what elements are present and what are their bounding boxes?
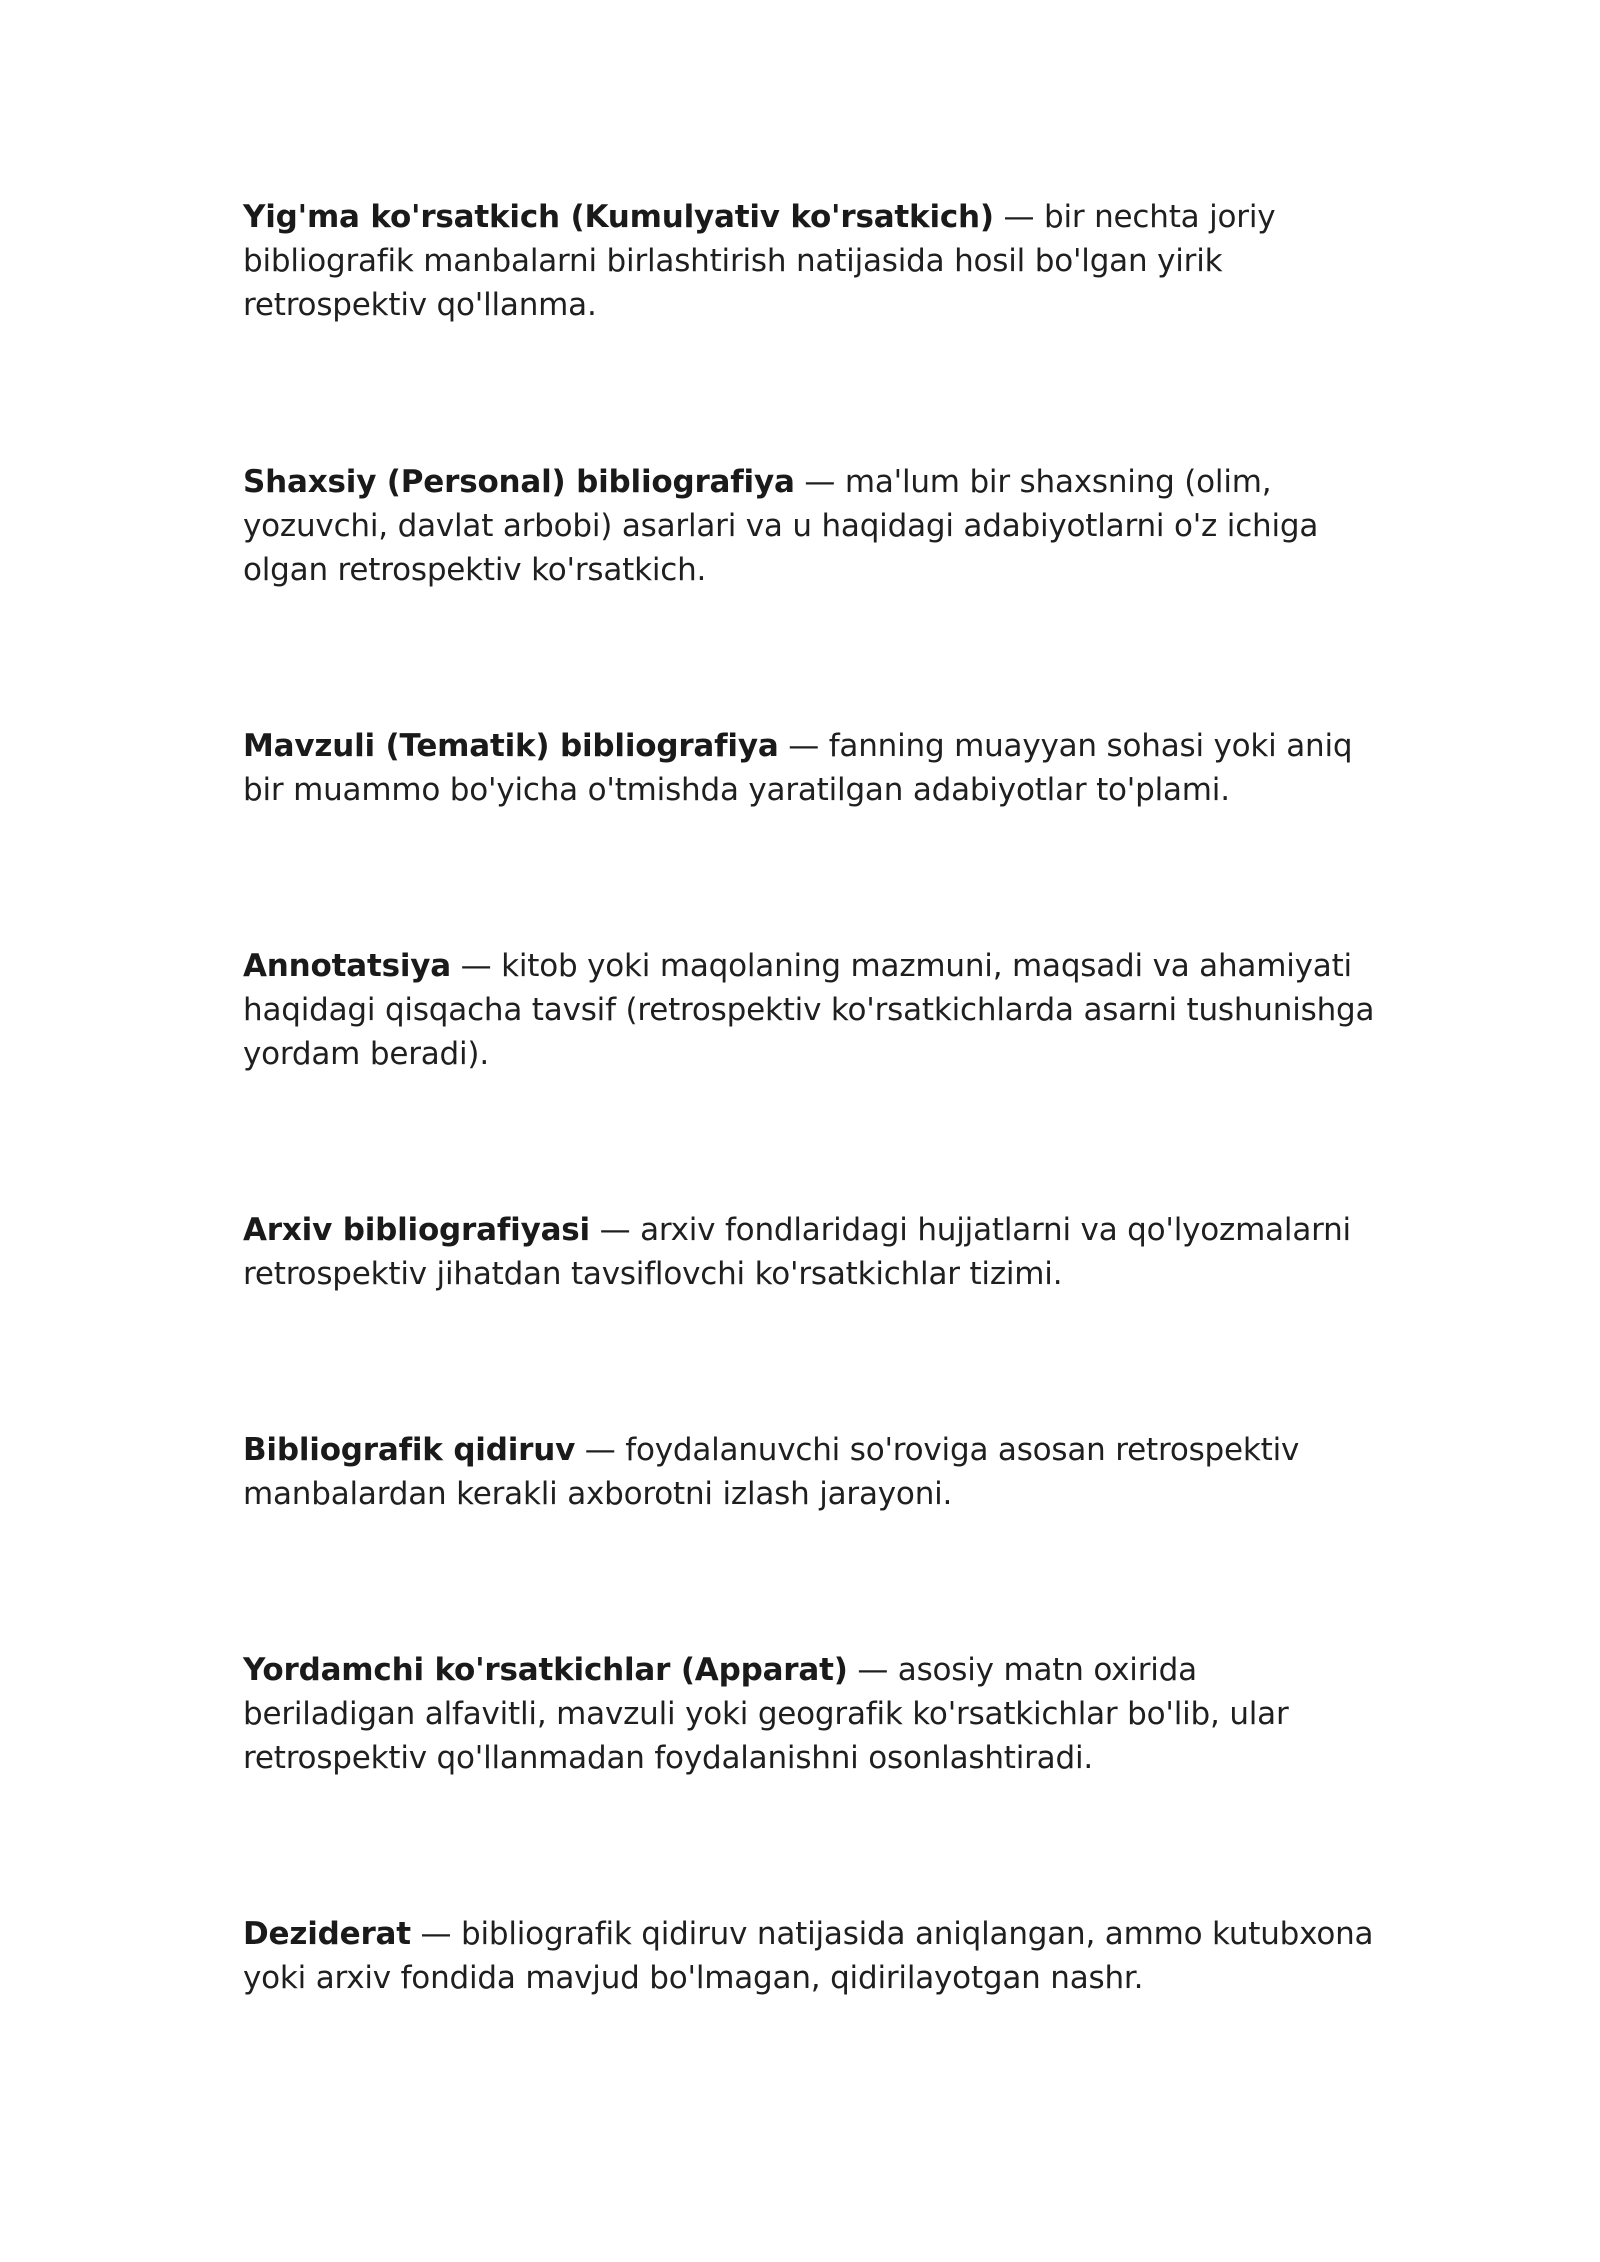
entry-definition: — bibliografik qidiruv natijasida aniqlangan, ammo kutubxona yoki arxiv fondida mavjud bo'lmagan, qidirilayotgan nashr. [243,1916,1374,1996]
glossary-entry [243,724,1378,812]
entry-definition: — ma'lum bir shaxsning (olim, yozuvchi, davlat arbobi) asarlari va u haqidagi adabiyotlarni o'z ichiga olgan retrospektiv ko'rsatkich. [243,464,1319,588]
glossary-entry [243,195,1378,327]
glossary-entry [243,1428,1378,1516]
entry-definition: — kitob yoki maqolaning mazmuni, maqsadi va ahamiyati haqidagi qisqacha tavsif (retrospektiv ko'rsatkichlarda asarni tushunishga yordam beradi). [243,948,1375,1072]
entry-definition: — arxiv fondlaridagi hujjatlarni va qo'lyozmalarni retrospektiv jihatdan tavsiflovchi ko'rsatkichlar tizimi. [243,1212,1351,1292]
entry-definition: — asosiy matn oxirida beriladigan alfavitli, mavzuli yoki geografik ko'rsatkichlar bo'lib, ular retrospektiv qo'llanmadan foydalanishni osonlashtiradi. [243,1652,1289,1776]
entry-definition: — bir nechta joriy bibliografik manbalarni birlashtirish natijasida hosil bo'lgan yirik retrospektiv qo'llanma. [243,199,1276,323]
glossary-entry [243,944,1378,1076]
entry-definition: — fanning muayyan sohasi yoki aniq bir muammo bo'yicha o'tmishda yaratilgan adabiyotlar to'plami. [243,728,1353,808]
glossary-entry [243,460,1378,592]
glossary-entry [243,1912,1378,2000]
glossary-entry [243,1648,1378,1780]
entry-term: Mavzuli (Tematik) bibliografiya [243,728,779,764]
entry-term: Annotatsiya [243,948,451,984]
entry-term: Yig'ma ko'rsatkich (Kumulyativ ko'rsatkich) [243,199,994,235]
entry-term: Yordamchi ko'rsatkichlar (Apparat) [243,1652,848,1688]
entry-term: Shaxsiy (Personal) bibliografiya [243,464,795,500]
glossary-entry [243,1208,1378,1296]
entry-definition: — foydalanuvchi so'roviga asosan retrospektiv manbalardan kerakli axborotni izlash jarayoni. [243,1432,1300,1512]
entry-term: Bibliografik qidiruv [243,1432,576,1468]
entry-term: Arxiv bibliografiyasi [243,1212,590,1248]
entry-term: Deziderat [243,1916,411,1952]
